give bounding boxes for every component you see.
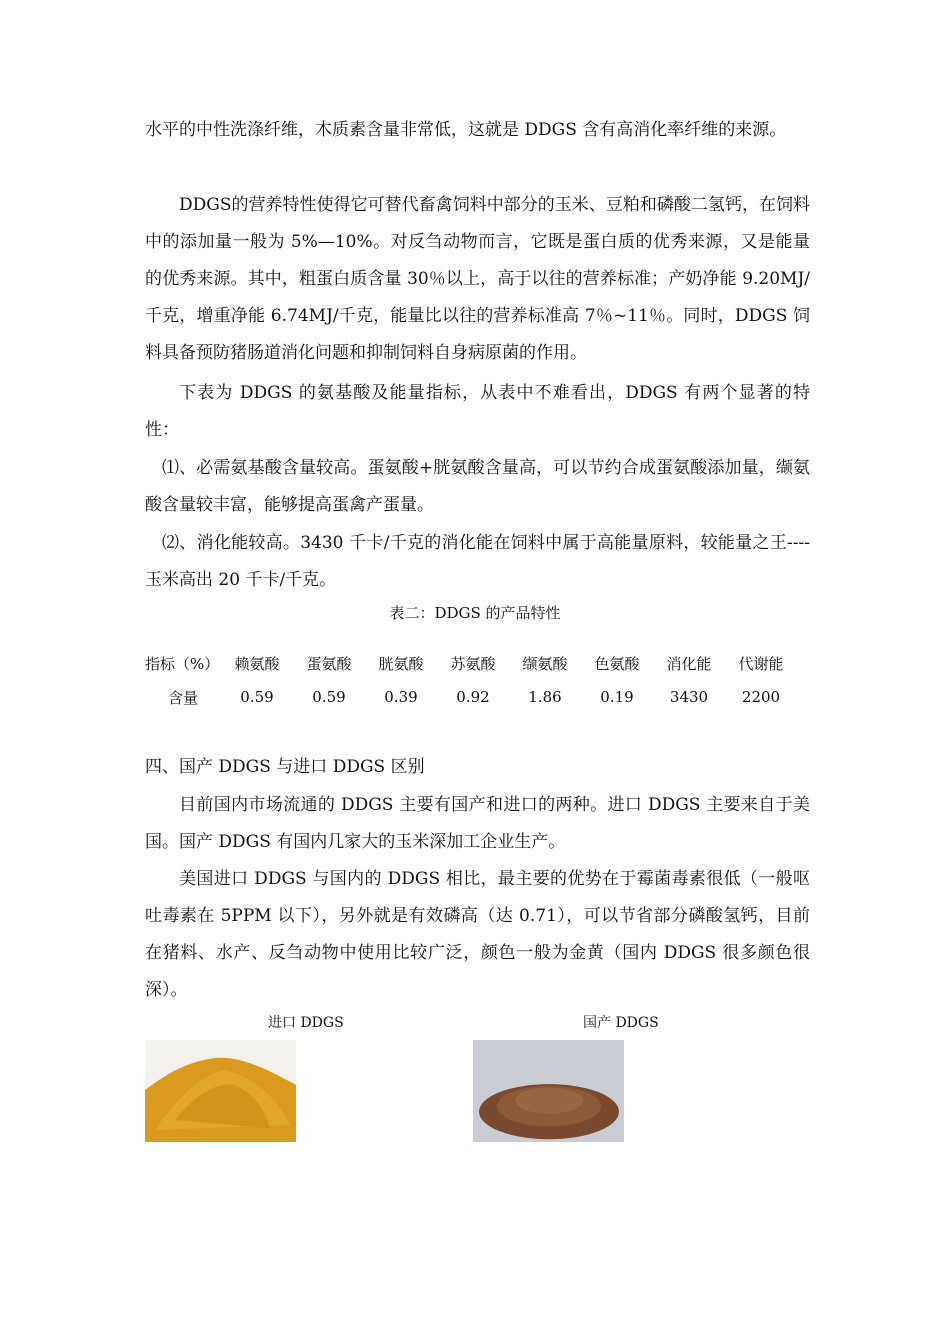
paragraph-comparison: 美国进口 DDGS 与国内的 DDGS 相比，最主要的优势在于霉菌毒素很低（一般呕吐毒素在 5PPM 以下），另外就是有效磷高（达 0.71），可以节省部分磷酸氢钙，目前在猪料、水产、反刍动物中使用比较广泛，颜色一般为金黄（国内 DDGS 很多颜色很深）。	[145, 869, 810, 1000]
table-row	[145, 680, 797, 714]
table-header-cell: 苏氨酸	[450, 654, 496, 673]
paragraph-table-intro: 下表为 DDGS 的氨基酸及能量指标，从表中不难看出，DDGS 有两个显著的特性：	[145, 383, 810, 440]
table-header-cell: 胱氨酸	[378, 654, 424, 673]
imported-ddgs-photo	[145, 1040, 296, 1142]
table-header-cell: 赖氨酸	[234, 654, 280, 673]
table-cell: 0.59	[240, 688, 274, 706]
paragraph-amino-acid: ⑴、必需氨基酸含量较高。蛋氨酸+胱氨酸含量高，可以节约合成蛋氨酸添加量，缬氨酸含量较丰富，能够提高蛋禽产蛋量。	[145, 458, 810, 515]
table-header-cell: 指标（%）	[145, 654, 220, 673]
table-header-cell: 消化能	[666, 654, 712, 673]
domestic-ddgs-photo	[473, 1040, 624, 1142]
table-header-cell: 缬氨酸	[522, 654, 568, 673]
table-header-cell: 蛋氨酸	[306, 654, 352, 673]
paragraph-nutrition: DDGS的营养特性使得它可替代畜禽饲料中部分的玉米、豆粕和磷酸二氢钙，在饲料中的添加量一般为 5%—10%。对反刍动物而言，它既是蛋白质的优秀来源，又是能量的优秀来源。其中，粗蛋白质含量 30％以上，高于以往的营养标准；产奶净能 9.20MJ/千克，增重净能 6.74MJ/千克，能量比以往的营养标准高 7％~11％。同时，DDGS 饲料具备预防猪肠道消化问题和抑制饲料自身病原菌的作用。	[145, 195, 810, 363]
table-header-cell: 色氨酸	[594, 654, 640, 673]
imported-ddgs-label: 进口 DDGS	[268, 1015, 344, 1031]
table-cell: 2200	[741, 688, 781, 706]
paragraph-market: 目前国内市场流通的 DDGS 主要有国产和进口的两种。进口 DDGS 主要来自于美国。国产 DDGS 有国内几家大的玉米深加工企业生产。	[145, 795, 810, 852]
product-spec-table	[145, 646, 797, 714]
table-header-row	[145, 646, 797, 680]
section-heading: 四、国产 DDGS 与进口 DDGS 区别	[145, 757, 425, 777]
table-caption: 表二：DDGS 的产品特性	[389, 604, 561, 622]
table-cell: 0.59	[312, 688, 346, 706]
table-header-cell: 代谢能	[738, 654, 784, 673]
table-cell: 0.39	[384, 688, 418, 706]
domestic-ddgs-label: 国产 DDGS	[583, 1015, 659, 1031]
paragraph-fiber-source: 水平的中性洗涤纤维，木质素含量非常低，这就是 DDGS 含有高消化率纤维的来源。	[145, 120, 787, 140]
table-cell: 0.19	[600, 688, 634, 706]
table-cell: 含量	[167, 688, 198, 707]
paragraph-energy: ⑵、消化能较高。3430 千卡/千克的消化能在饲料中属于高能量原料，较能量之王----玉米高出 20 千卡/千克。	[145, 533, 810, 590]
table-cell: 0.92	[456, 688, 490, 706]
table-cell: 1.86	[528, 688, 562, 706]
table-cell: 3430	[669, 688, 709, 706]
